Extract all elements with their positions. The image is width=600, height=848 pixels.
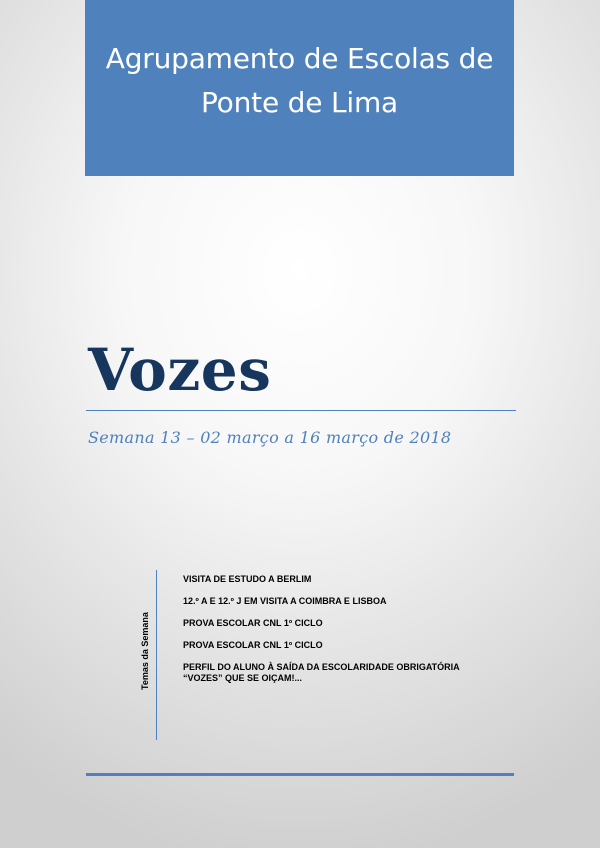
newsletter-title: Vozes	[88, 336, 272, 404]
sidebar-label-box	[136, 605, 154, 697]
week-subtitle: Semana 13 – 02 março a 16 março de 2018	[88, 428, 452, 447]
school-name-line-2: Ponte de Lima	[201, 86, 398, 119]
topic-item: “VOZES” QUE SE OIÇAM!...	[183, 673, 303, 683]
title-divider	[86, 410, 516, 411]
sidebar-label: Temas da Semana	[140, 612, 150, 690]
footer-divider	[86, 773, 514, 776]
topic-item: VISITA DE ESTUDO A BERLIM	[183, 574, 312, 584]
topic-item: PERFIL DO ALUNO À SAÍDA DA ESCOLARIDADE OBRIGATÓRIA	[183, 662, 460, 672]
topic-item: PROVA ESCOLAR CNL 1º CICLO	[183, 618, 323, 628]
topics-list	[183, 574, 460, 684]
topic-item: PROVA ESCOLAR CNL 1º CICLO	[183, 640, 323, 650]
topic-item: 12.º A E 12.º J EM VISITA A COIMBRA E LISBOA	[183, 596, 387, 606]
header-banner	[85, 0, 514, 176]
topics-divider	[156, 570, 157, 740]
school-name-line-1: Agrupamento de Escolas de	[105, 42, 494, 75]
